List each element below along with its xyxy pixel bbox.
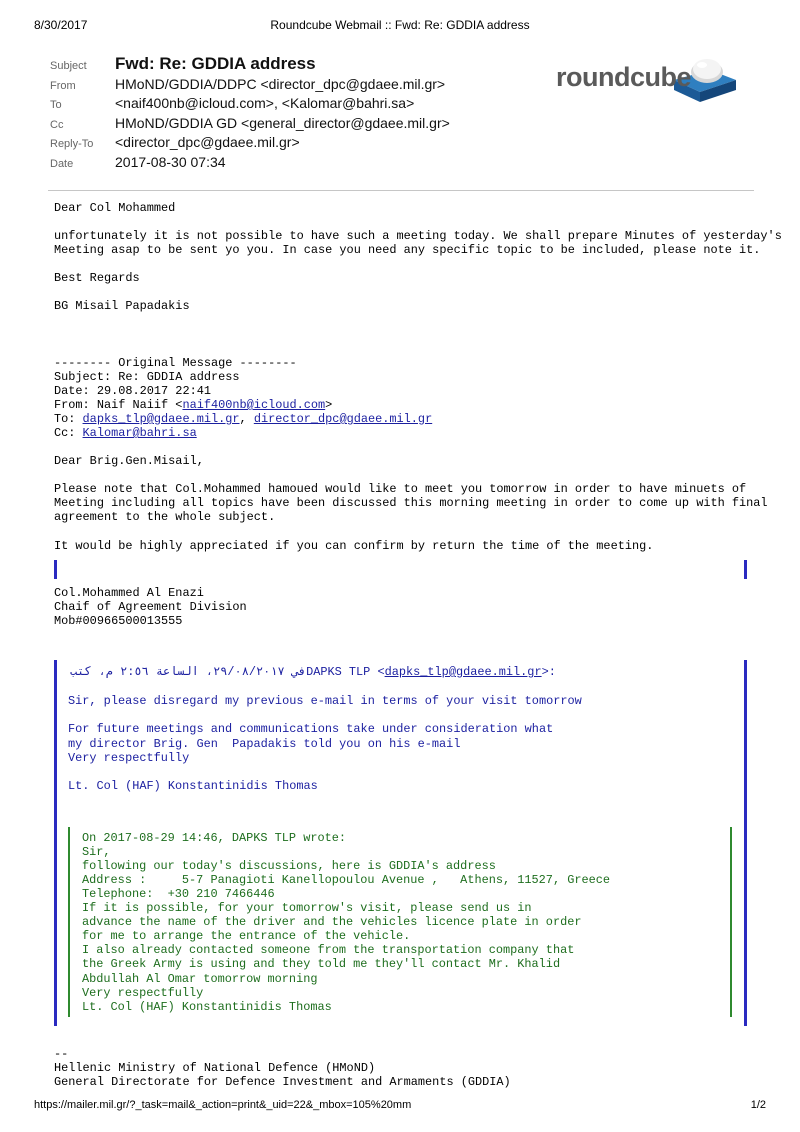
quote1-line5: Lt. Col (HAF) Konstantinidis Thomas (68, 779, 318, 793)
original-from-suffix: > (325, 398, 333, 412)
quote2-line: Abdullah Al Omar tomorrow morning (82, 972, 318, 986)
body-signer: BG Misail Papadakis (54, 299, 190, 313)
cc-label: Cc (50, 118, 64, 131)
print-page-number: 1/2 (750, 1099, 766, 1111)
cc-value[interactable]: HMoND/GDDIA GD <general_director@gdaee.mil.gr> (115, 114, 450, 131)
quote1-line1: Sir, please disregard my previous e-mail in terms of your visit tomorrow (68, 694, 582, 708)
quote2-bar-left (68, 827, 70, 1017)
naif-para1-line2: Meeting including all topics have been discussed this morning meeting in order to come up with final (54, 496, 768, 510)
to-label: To (50, 99, 62, 112)
quote1-line3: my director Brig. Gen Papadakis told you on his e-mail (68, 737, 461, 751)
quote2-line: for me to arrange the entrance of the vehicle. (82, 929, 411, 943)
replyto-label: Reply-To (50, 138, 94, 151)
naif-signature-line3: Mob#00966500013555 (54, 614, 183, 628)
quote1-attribution (70, 665, 556, 679)
empty-quote-bar-right (744, 560, 747, 579)
to-row (50, 95, 450, 114)
quote2-line: I also already contacted someone from the transportation company that (82, 943, 575, 957)
quote2-line: the Greek Army is using and they told me they'll contact Mr. Khalid (82, 957, 561, 971)
header-divider (48, 190, 754, 191)
quote1-bar-left (54, 660, 57, 1026)
message-headers (50, 54, 450, 173)
naif-para1-line1: Please note that Col.Mohammed hamoued would like to meet you tomorrow in order to have minuets of (54, 482, 747, 496)
quote1-attribution-arabic: في ٢٩/٠٨/٢٠١٧، الساعة ٢:٥٦ م، كتب (70, 665, 307, 679)
original-date: Date: 29.08.2017 22:41 (54, 384, 211, 398)
roundcube-logo (556, 52, 740, 104)
subject-value: Fwd: Re: GDDIA address (115, 54, 316, 73)
replyto-value[interactable]: <director_dpc@gdaee.mil.gr> (115, 134, 300, 151)
body-para1-line2: Meeting asap to be sent yo you. In case you need any specific topic to be included, please note it. (54, 243, 761, 257)
body-regards: Best Regards (54, 271, 140, 285)
quote2-line: Telephone: +30 210 7466446 (82, 887, 275, 901)
print-title: Roundcube Webmail :: Fwd: Re: GDDIA address (270, 18, 530, 32)
date-row (50, 154, 450, 173)
date-label: Date (50, 157, 74, 170)
original-cc-prefix: Cc: (54, 426, 83, 440)
original-from (54, 398, 332, 412)
naif-signature-line2: Chaif of Agreement Division (54, 600, 247, 614)
original-to-prefix: To: (54, 412, 83, 426)
to-value[interactable]: <naif400nb@icloud.com>, <Kalomar@bahri.sa> (115, 95, 415, 112)
original-to-separator: , (239, 412, 254, 426)
replyto-row (50, 134, 450, 153)
quote1-line4: Very respectfully (68, 751, 190, 765)
quote2-line: advance the name of the driver and the vehicles licence plate in order (82, 915, 582, 929)
quote2-line: If it is possible, for your tomorrow's visit, please send us in (82, 901, 532, 915)
naif-para2: It would be highly appreciated if you can confirm by return the time of the meeting. (54, 539, 654, 553)
quote2-line: following our today's discussions, here is GDDIA's address (82, 859, 496, 873)
quote1-attribution-name: DAPKS TLP < (306, 665, 385, 679)
cc-row (50, 115, 450, 134)
quote2-line: Address : 5-7 Panagioti Kanellopoulou Avenue , Athens, 11527, Greece (82, 873, 611, 887)
signature-line2: General Directorate for Defence Investment and Armaments (GDDIA) (54, 1075, 511, 1089)
roundcube-logo-text: roundcube (556, 62, 691, 92)
quote2-line: On 2017-08-29 14:46, DAPKS TLP wrote: (82, 831, 347, 845)
original-to-email2-link[interactable]: director_dpc@gdaee.mil.gr (253, 412, 433, 426)
print-url: https://mailer.mil.gr/?_task=mail&_action=print&_uid=22&_mbox=105%20mm (34, 1099, 412, 1111)
naif-greeting: Dear Brig.Gen.Misail, (54, 454, 204, 468)
quote1-attribution-end: >: (541, 665, 556, 679)
print-date: 8/30/2017 (34, 18, 88, 32)
naif-signature-line1: Col.Mohammed Al Enazi (54, 586, 204, 600)
date-value: 2017-08-30 07:34 (115, 153, 226, 170)
quote1-line2: For future meetings and communications take under consideration what (68, 722, 554, 736)
original-from-prefix: From: Naif Naiif < (54, 398, 183, 412)
subject-label: Subject (50, 60, 87, 72)
original-message-marker: -------- Original Message -------- (54, 356, 297, 370)
quote2-bar-right (730, 827, 732, 1017)
empty-quote-bar-left (54, 560, 57, 579)
from-label: From (50, 80, 76, 92)
subject-row (50, 54, 450, 76)
original-subject: Subject: Re: GDDIA address (54, 370, 240, 384)
signature-line1: Hellenic Ministry of National Defence (HMoND) (54, 1061, 376, 1075)
from-row (50, 76, 450, 95)
signature-dash: -- (54, 1047, 69, 1061)
original-cc (54, 426, 197, 440)
quote2-line: Very respectfully (82, 986, 204, 1000)
original-to-email1-link[interactable]: dapks_tlp@gdaee.mil.gr (82, 412, 240, 426)
original-from-email-link[interactable]: naif400nb@icloud.com (182, 398, 326, 412)
from-value[interactable]: HMoND/GDDIA/DDPC <director_dpc@gdaee.mil.gr> (115, 76, 446, 92)
quote2-line: Lt. Col (HAF) Konstantinidis Thomas (82, 1000, 332, 1014)
body-para1-line1: unfortunately it is not possible to have such a meeting today. We shall prepare Minutes of yesterday's (54, 229, 782, 243)
original-cc-email-link[interactable]: Kalomar@bahri.sa (82, 426, 197, 440)
original-to (54, 412, 432, 426)
quote1-bar-right (744, 660, 747, 1026)
quote1-attribution-email-link[interactable]: dapks_tlp@gdaee.mil.gr (384, 665, 542, 679)
quote2-line: Sir, (82, 845, 111, 859)
body-greeting: Dear Col Mohammed (54, 201, 176, 215)
naif-para1-line3: agreement to the whole subject. (54, 510, 276, 524)
